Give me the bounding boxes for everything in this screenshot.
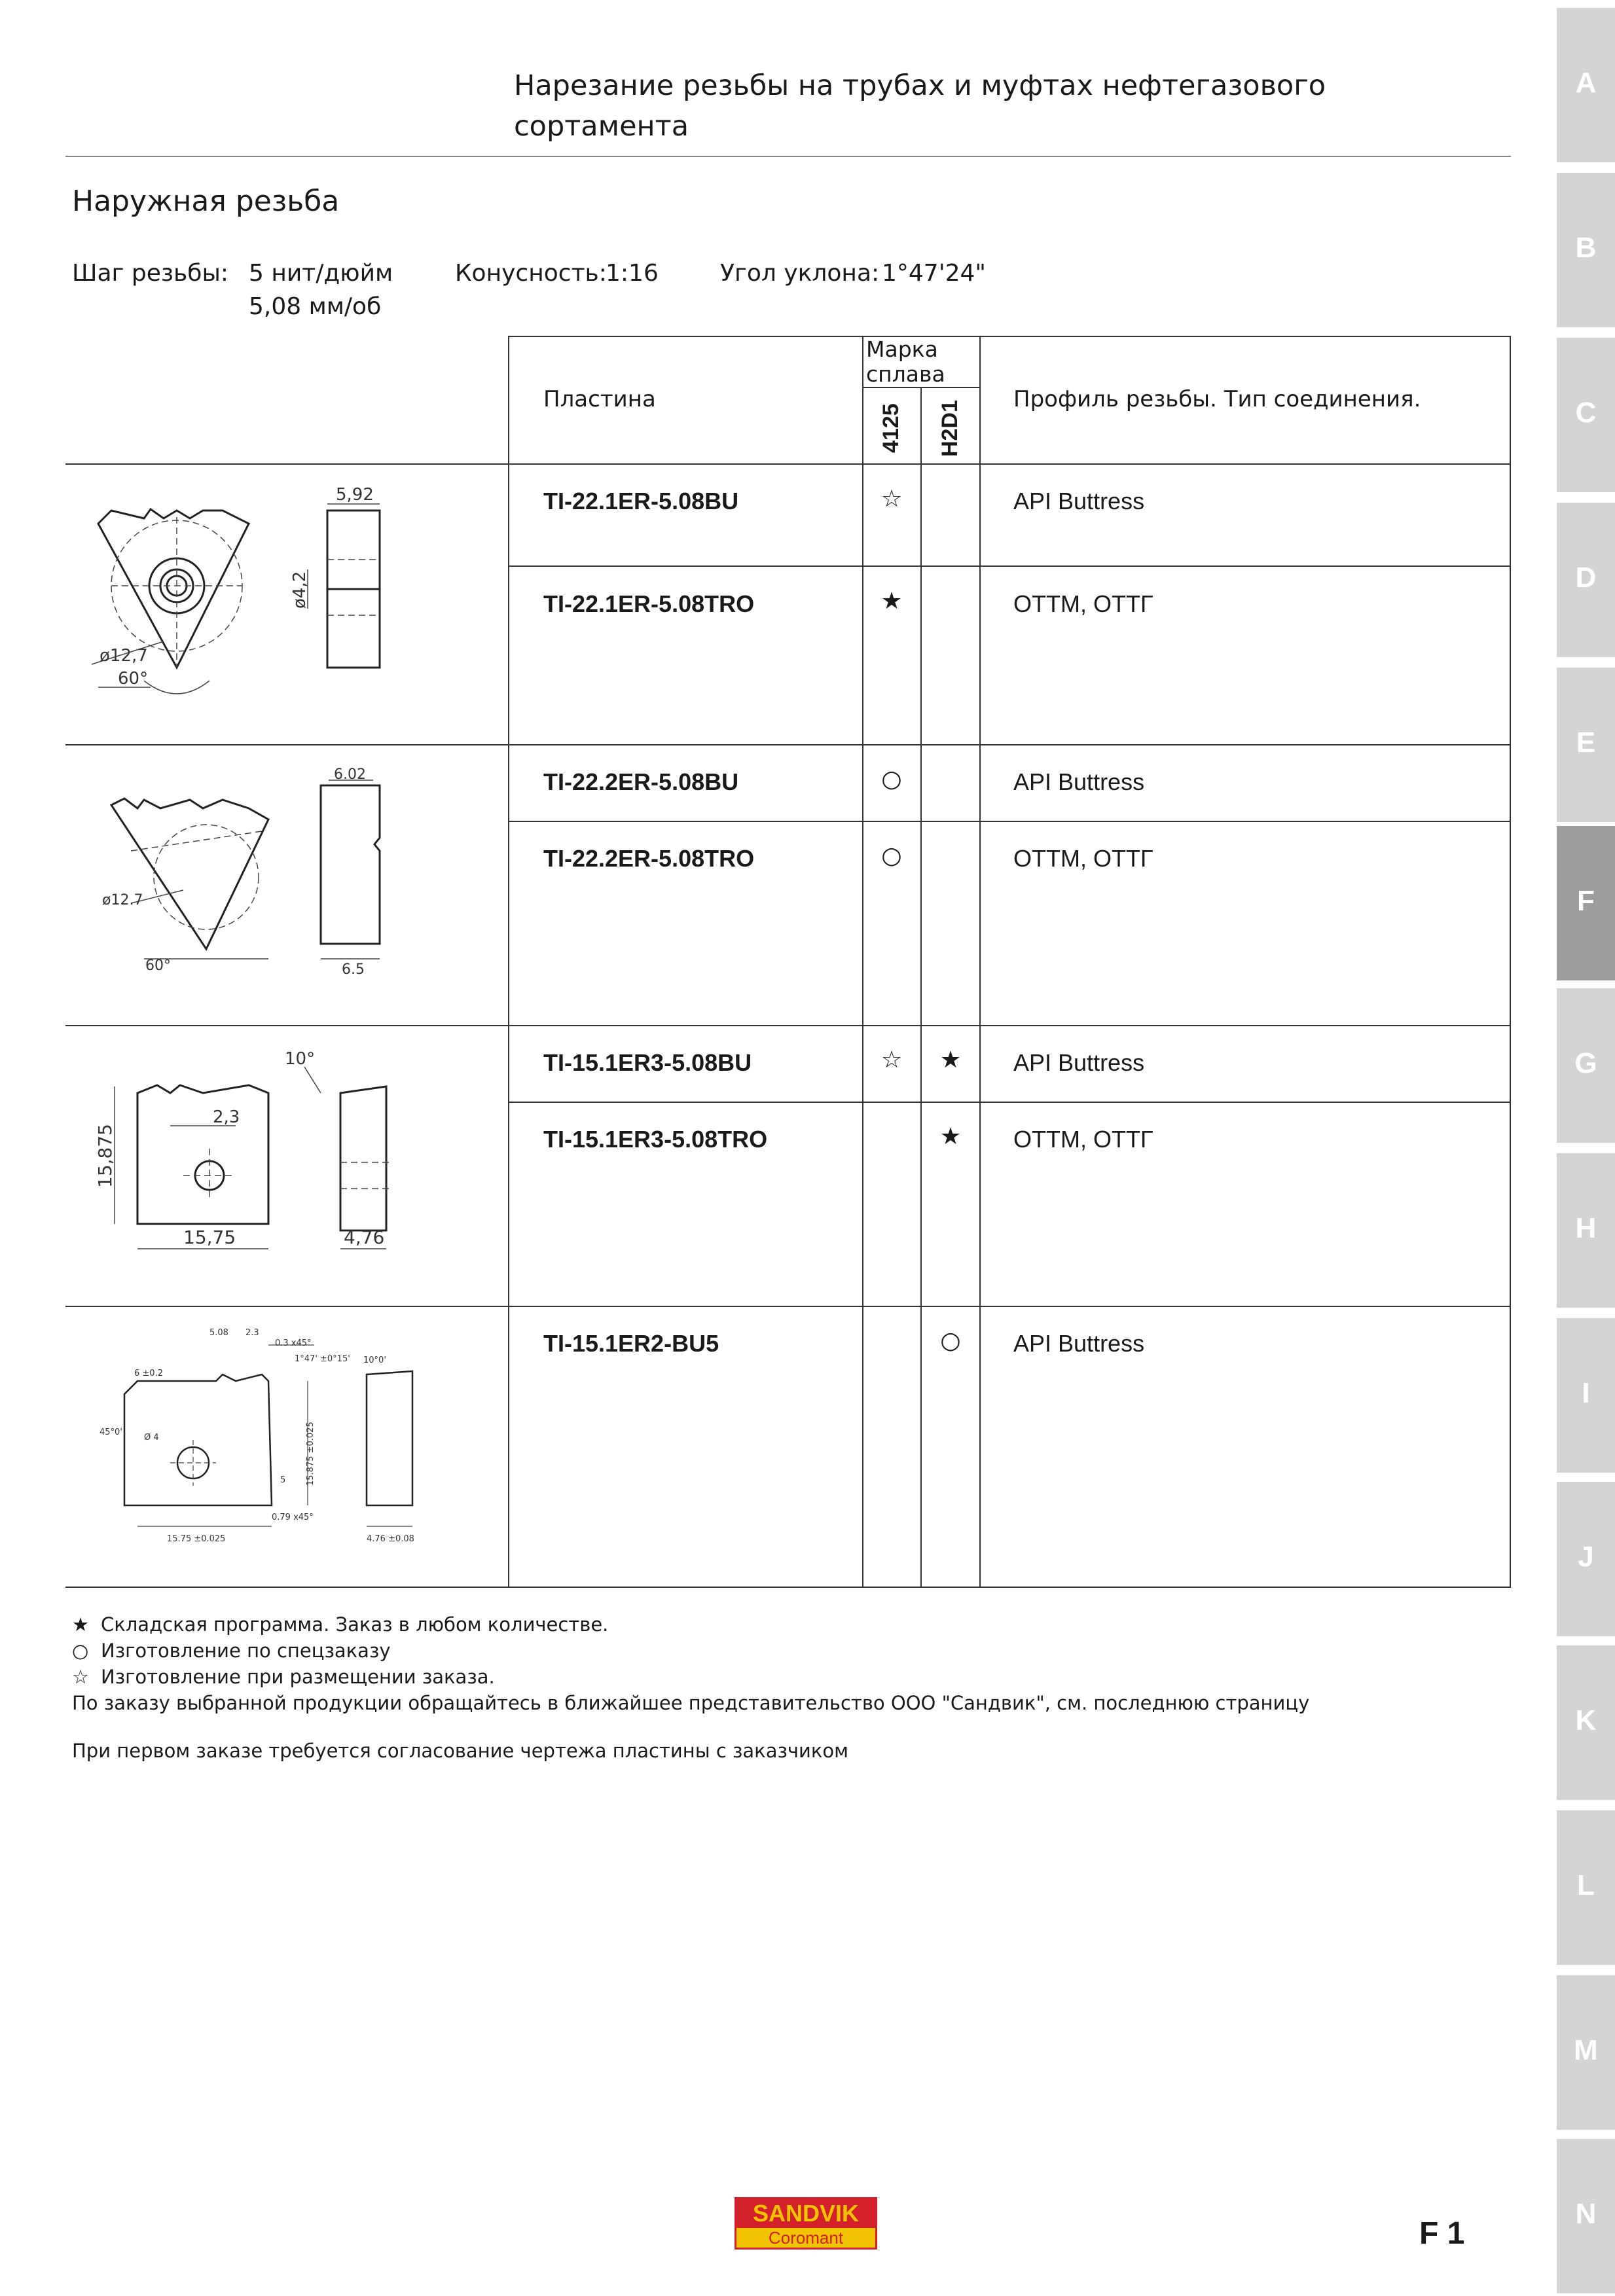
drawing-dim: 10°: [285, 1049, 316, 1069]
side-tab-b[interactable]: B: [1557, 173, 1615, 327]
side-tab-n[interactable]: N: [1557, 2139, 1615, 2293]
side-tab-f[interactable]: F: [1557, 826, 1615, 980]
table-header-bottom-border: [65, 463, 1511, 465]
angle-value: 1°47'24": [882, 260, 986, 287]
star-filled-icon: ★: [72, 1613, 89, 1636]
insert-code: TI-15.1ER3-5.08TRO: [543, 1126, 768, 1153]
taper-label: Конусность:: [455, 260, 607, 287]
grade-h2d1: H2D1: [937, 400, 962, 457]
table-col-border: [862, 336, 863, 1588]
insert-drawing-15-1: [72, 1041, 439, 1289]
legend: [72, 1611, 1309, 1716]
drawing-dim: 5.08: [209, 1328, 228, 1338]
row-divider: [508, 565, 1511, 567]
side-tab-a[interactable]: A: [1557, 8, 1615, 162]
thread-profile: ОТТМ, ОТТГ: [1013, 845, 1153, 872]
drawing-dim: 2,3: [213, 1107, 240, 1127]
drawing-dim: 60°: [145, 958, 171, 974]
drawing-dim: 5,92: [336, 485, 374, 505]
star-outline-icon: ☆: [72, 1666, 89, 1688]
table-col-border: [1510, 336, 1511, 1588]
grade-4125: 4125: [879, 403, 903, 453]
thread-profile: ОТТМ, ОТТГ: [1013, 1126, 1153, 1153]
legend-item-on-order: [72, 1664, 1309, 1690]
legend-item-special: [72, 1638, 1309, 1664]
grade-4125-mark: ○: [881, 766, 902, 793]
drawing-dim: 60°: [118, 669, 149, 689]
drawing-dim: 15.75 ±0.025: [167, 1534, 226, 1544]
thread-profile: API Buttress: [1013, 768, 1145, 795]
side-tab-h[interactable]: H: [1557, 1153, 1615, 1308]
drawing-dim: Ø 4: [144, 1433, 159, 1443]
logo-top: SANDVIK: [736, 2199, 875, 2228]
drawing-dim: 15.875 ±0.025: [306, 1422, 316, 1486]
col-header-insert: Пластина: [543, 386, 656, 412]
grade-h2d1-mark: ★: [939, 1123, 962, 1150]
drawing-dim: 0.3 x45°: [275, 1338, 312, 1348]
side-tab-c[interactable]: C: [1557, 338, 1615, 492]
side-tab-g[interactable]: G: [1557, 988, 1615, 1143]
drawing-dim: ø4,2: [290, 571, 310, 609]
col-header-grade-line2: сплава: [866, 361, 945, 387]
table-col-border: [979, 336, 981, 1588]
side-tab-d[interactable]: D: [1557, 503, 1615, 657]
drawing-dim: 2.3: [245, 1328, 259, 1338]
side-tab-k[interactable]: K: [1557, 1645, 1615, 1800]
insert-code: TI-15.1ER3-5.08BU: [543, 1049, 752, 1076]
insert-drawing-15-1er2: [72, 1316, 439, 1564]
col-header-grade-line1: Марка: [866, 336, 938, 362]
row-divider: [508, 821, 1511, 822]
legend-item-stock: [72, 1611, 1309, 1638]
legend-text: Изготовление при размещении заказа.: [101, 1666, 495, 1688]
drawing-dim: 15,75: [183, 1227, 236, 1248]
circle-icon: ○: [72, 1640, 89, 1662]
side-tab-l[interactable]: L: [1557, 1810, 1615, 1965]
legend-text: Складская программа. Заказ в любом количестве.: [101, 1613, 609, 1636]
legend-contact: По заказу выбранной продукции обращайтесь в ближайшее представительство ООО "Сандвик", см. последнюю страницу: [72, 1692, 1310, 1714]
drawing-approval-note: При первом заказе требуется согласование чертежа пластины с заказчиком: [72, 1740, 848, 1762]
group-divider: [65, 1306, 1511, 1307]
insert-drawing-22-2: [72, 759, 439, 1008]
logo-bottom: Coromant: [768, 2228, 844, 2248]
drawing-dim: 5: [280, 1475, 286, 1485]
insert-code: TI-15.1ER2-BU5: [543, 1330, 719, 1357]
pitch-value: 5 нит/дюйм: [249, 260, 393, 287]
legend-text: Изготовление по спецзаказу: [101, 1640, 391, 1662]
drawing-dim: 1°47' ±0°15': [295, 1354, 350, 1364]
insert-code: TI-22.2ER-5.08BU: [543, 768, 739, 795]
page-title-line2: сортамента: [514, 110, 689, 143]
thread-profile: API Buttress: [1013, 1049, 1145, 1076]
thread-profile: ОТТМ, ОТТГ: [1013, 590, 1153, 617]
insert-code: TI-22.2ER-5.08TRO: [543, 845, 755, 872]
table-col-border: [508, 336, 509, 1588]
drawing-dim: 6 ±0.2: [134, 1369, 163, 1378]
table-header-top-border: [508, 336, 1511, 337]
drawing-dim: 4.76 ±0.08: [367, 1534, 414, 1544]
page-title-line1: Нарезание резьбы на трубах и муфтах нефтегазового: [514, 69, 1326, 102]
taper-value: 1:16: [606, 260, 659, 287]
insert-code: TI-22.1ER-5.08BU: [543, 488, 739, 514]
page-title: [514, 65, 1326, 147]
grade-4125-mark: ☆: [880, 1047, 903, 1073]
table-bottom-border: [65, 1587, 1511, 1588]
col-header-grade: [866, 337, 945, 387]
grade-h2d1-mark: ○: [940, 1327, 961, 1354]
row-divider: [508, 1102, 1511, 1103]
pitch-value-mm: 5,08 мм/об: [249, 293, 382, 320]
drawing-dim: ø12.7: [102, 892, 143, 908]
drawing-dim: 45°0': [100, 1427, 122, 1437]
grade-4125-mark: ☆: [880, 486, 903, 512]
drawing-dim: 6.5: [342, 961, 365, 978]
drawing-dim: 10°0': [363, 1355, 386, 1365]
drawing-dim: 0.79 x45°: [272, 1513, 314, 1522]
grade-4125-mark: ★: [880, 588, 903, 615]
header-divider: [65, 156, 1511, 157]
section-title: Наружная резьба: [72, 185, 340, 218]
drawing-dim: 6.02: [334, 766, 366, 783]
pitch-label: Шаг резьбы:: [72, 260, 229, 287]
drawing-dim: 15,875: [94, 1124, 116, 1188]
side-tab-j[interactable]: J: [1557, 1482, 1615, 1636]
page-number: F 1: [1419, 2216, 1465, 2251]
angle-label: Угол уклона:: [720, 260, 880, 287]
drawing-dim: 4,76: [344, 1227, 385, 1248]
grade-h2d1-mark: ★: [939, 1047, 962, 1073]
sandvik-coromant-logo: [735, 2197, 877, 2250]
side-tab-e[interactable]: E: [1557, 668, 1615, 822]
thread-profile: API Buttress: [1013, 488, 1145, 514]
side-tab-m[interactable]: M: [1557, 1975, 1615, 2130]
group-divider: [65, 1025, 1511, 1026]
group-divider: [65, 744, 1511, 745]
col-header-profile: Профиль резьбы. Тип соединения.: [1013, 386, 1421, 412]
insert-drawing-22-1: [72, 471, 439, 720]
side-tab-i[interactable]: I: [1557, 1318, 1615, 1473]
insert-code: TI-22.1ER-5.08TRO: [543, 590, 755, 617]
drawing-dim: ø12,7: [100, 646, 148, 666]
table-col-border: [920, 387, 922, 1588]
grade-4125-mark: ○: [881, 842, 902, 869]
thread-profile: API Buttress: [1013, 1330, 1145, 1357]
